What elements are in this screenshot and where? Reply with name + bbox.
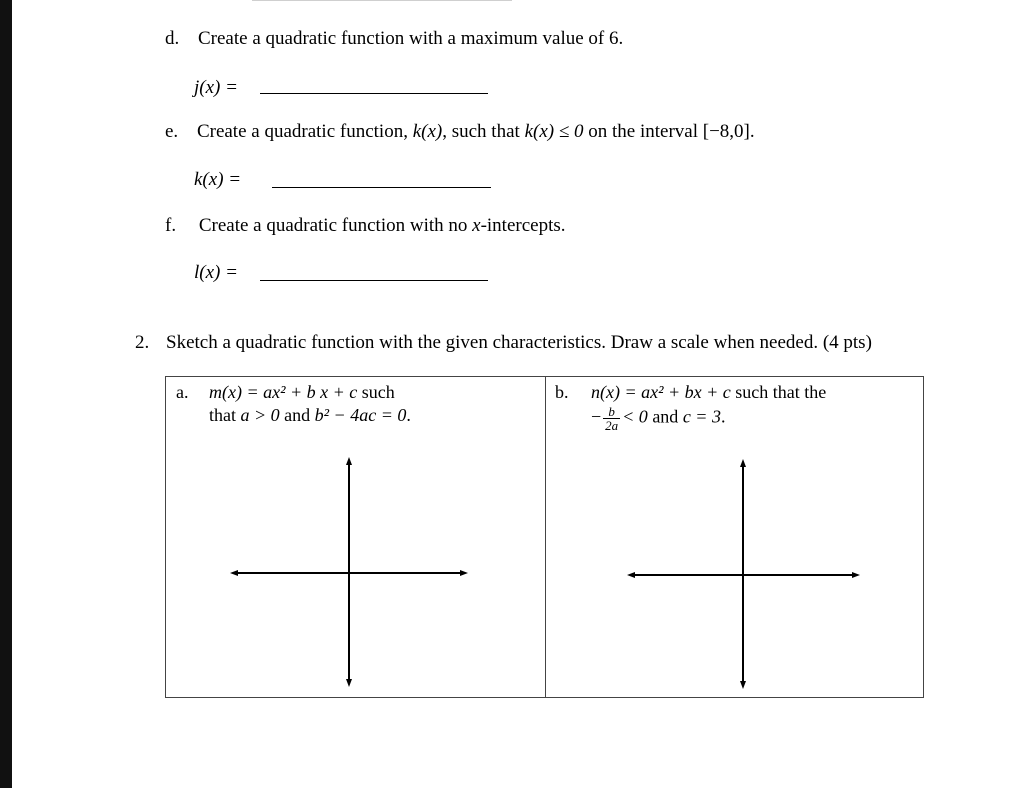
part-b-y-arrow-up [740,459,746,467]
sketch-table [165,376,924,698]
part-a-and: and [279,405,315,425]
part-b-frac-sign: − [591,406,602,427]
question-e-text3: on the interval [583,121,703,142]
question-e-end: . [749,121,755,142]
worksheet-page [12,0,1024,788]
question-f-x: x [472,215,481,236]
part-a-axes[interactable] [166,377,545,697]
part-b-x-arrow-right [852,572,860,578]
part-b-end: . [720,406,726,427]
answer-label-j: j(x) = [194,77,238,98]
part-b-x-arrow-left [627,572,635,578]
question-f-text1: Create a quadratic function with no [198,215,473,236]
question-f-label: f. [165,215,177,236]
part-b-function: n(x) = ax² + bx + c [591,382,731,402]
part-a-cond1: a > 0 [240,405,280,425]
part-a-x-arrow-left [230,570,238,576]
part-b-cond2: c = 3 [682,406,721,427]
question-d-prompt: Create a quadratic function with a maximum value of 6. [198,28,624,49]
question-d-label: d. [165,28,180,49]
answer-label-k: k(x) = [194,169,242,190]
question-2 [135,332,872,354]
part-a-function: m(x) = ax² + b x + c [209,382,358,402]
part-a-such: such [357,382,395,402]
question-e-cond: k(x) ≤ 0 [524,121,584,142]
part-a-y-arrow-up [346,457,352,465]
part-b-and: and [647,406,683,427]
part-b-frac-num: b [603,405,620,419]
question-e-kx: k(x) [412,121,443,142]
question-e [165,121,755,143]
part-b-axes[interactable] [546,377,925,697]
part-b-frac-den: 2a [605,418,619,433]
part-b-label: b. [555,382,569,402]
part-a-x-arrow-right [460,570,468,576]
answer-blank-j[interactable] [260,93,488,94]
part-a-y-arrow-down [346,679,352,687]
question-2-number: 2. [135,332,150,353]
part-a-end: . [406,405,411,425]
question-f-text2: -intercepts. [480,215,566,236]
part-b-y-arrow-down [740,681,746,689]
part-a-cond2: b² − 4ac = 0 [314,405,407,425]
question-e-text1: Create a quadratic function, [196,121,413,142]
question-f [165,215,566,237]
question-2-prompt: Sketch a quadratic function with the given characteristics. Draw a scale when needed. (4 pts) [166,332,872,353]
answer-blank-k[interactable] [272,187,491,188]
top-rule [252,0,512,1]
answer-blank-l[interactable] [260,280,488,281]
part-b-cond1: < 0 [622,406,648,427]
question-e-interval: [−8,0] [702,121,750,142]
question-d [165,28,623,50]
question-e-text2: , such that [442,121,525,142]
part-a-that: that [209,405,241,425]
question-e-label: e. [165,121,179,142]
answer-label-l: l(x) = [194,262,238,283]
part-b-such-that: such that the [730,382,827,402]
part-a-label: a. [176,382,189,402]
